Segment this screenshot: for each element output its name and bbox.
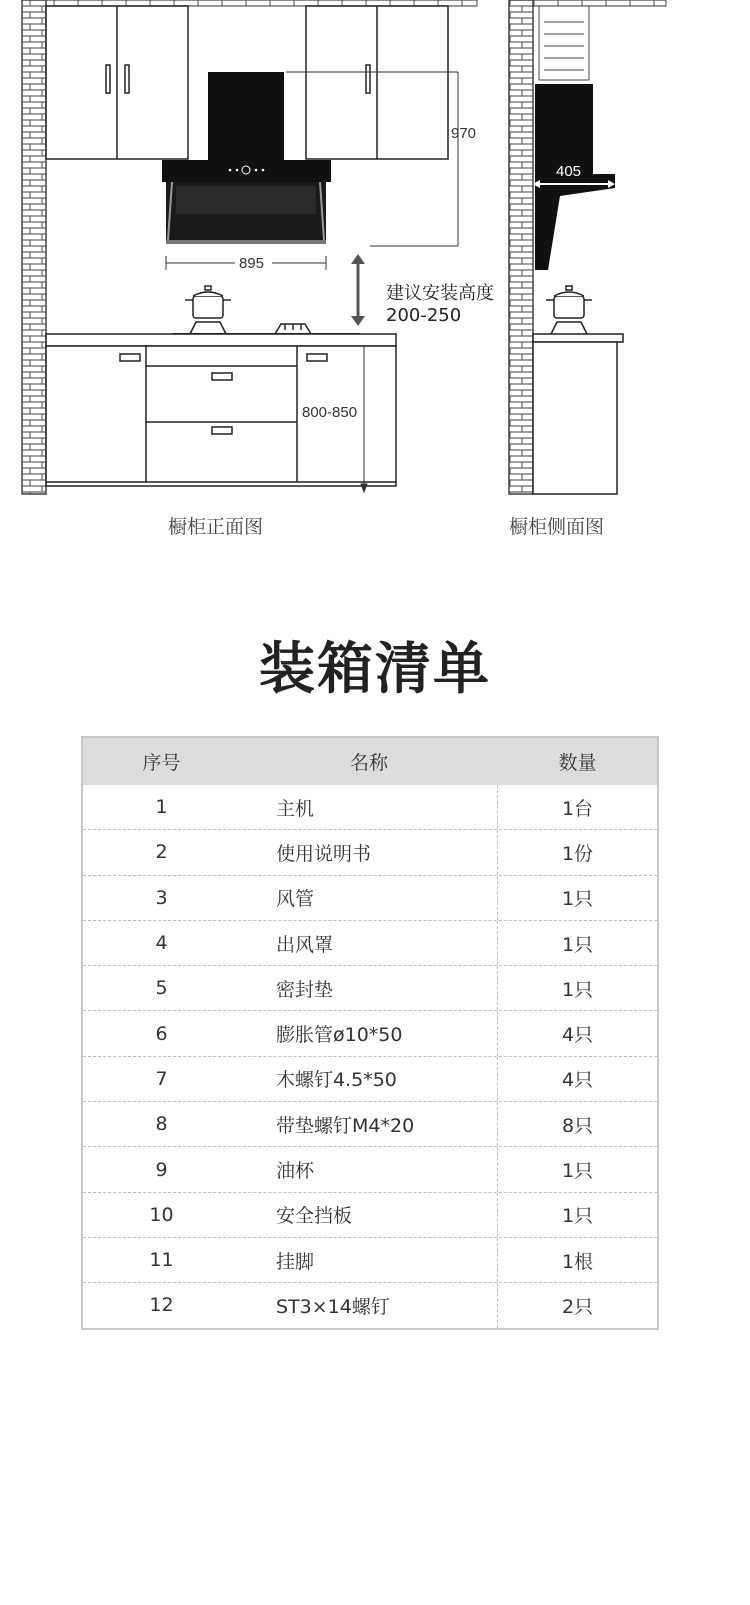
packing-list-title: 装箱清单 (259, 637, 491, 702)
table-row (83, 829, 657, 874)
front-view (22, 0, 494, 494)
cell-number: 5 (155, 977, 168, 1000)
cell-quantity: 1只 (561, 888, 594, 911)
cell-name: 挂脚 (240, 1238, 498, 1282)
gas-burner-icon (275, 324, 311, 334)
cell-number: 11 (149, 1249, 174, 1272)
table-row (83, 1192, 657, 1237)
cell-name: 膨胀管ø10*50 (240, 1011, 498, 1055)
install-height-value: 200-250 (386, 305, 462, 326)
cell-number: 12 (149, 1294, 174, 1317)
cell-number: 6 (155, 1022, 168, 1045)
cell-name: 主机 (240, 785, 498, 829)
cell-quantity: 1只 (561, 933, 594, 956)
dimension-width-label: 895 (239, 255, 265, 272)
cell-number: 8 (155, 1113, 168, 1136)
table-header (83, 738, 657, 785)
cell-name: ST3×14螺钉 (240, 1283, 498, 1327)
upper-cabinet-left (46, 6, 188, 159)
cell-quantity: 2只 (561, 1295, 594, 1318)
caption-front-view: 橱柜正面图 (168, 516, 264, 538)
table-row (83, 1010, 657, 1055)
table-row (83, 785, 657, 829)
cell-name: 使用说明书 (240, 830, 498, 874)
brick-wall-front (22, 0, 46, 494)
cell-quantity: 1台 (561, 797, 594, 820)
table-row (83, 965, 657, 1010)
cell-number: 9 (155, 1158, 168, 1181)
cell-name: 密封垫 (240, 966, 498, 1010)
packing-list-table (81, 736, 659, 1330)
upper-cabinet-right (306, 6, 448, 159)
table-row (83, 1056, 657, 1101)
cabinet-installation-diagram (0, 0, 750, 500)
cell-number: 7 (155, 1067, 168, 1090)
install-height-arrow (351, 254, 365, 326)
dimension-depth-label: 405 (556, 163, 582, 180)
caption-side-view: 橱柜侧面图 (509, 516, 605, 538)
cell-name: 安全挡板 (240, 1193, 498, 1237)
brick-wall-side (509, 0, 533, 494)
cell-quantity: 1根 (561, 1250, 594, 1273)
ceiling (22, 0, 477, 6)
counter-height-label: 800-850 (302, 404, 358, 421)
cell-quantity: 1只 (561, 978, 594, 1001)
cooking-pot-icon (185, 286, 231, 334)
side-base-cabinet (533, 334, 623, 494)
cell-number: 4 (155, 932, 168, 955)
cell-number: 1 (155, 796, 168, 819)
cell-name: 出风罩 (240, 921, 498, 965)
install-height-note: 建议安装高度 (386, 283, 494, 304)
cell-number: 10 (149, 1203, 174, 1226)
table-row (83, 920, 657, 965)
table-row (83, 1101, 657, 1146)
cell-name: 木螺钉4.5*50 (240, 1057, 498, 1101)
cell-quantity: 4只 (561, 1024, 594, 1047)
cell-name: 带垫螺钉M4*20 (240, 1102, 498, 1146)
dimension-height-label: 970 (451, 125, 477, 142)
cell-name: 风管 (240, 876, 498, 920)
cell-quantity: 4只 (561, 1069, 594, 1092)
header-number: 序号 (142, 752, 181, 774)
table-row (83, 1146, 657, 1191)
cell-quantity: 1只 (561, 1160, 594, 1183)
cell-quantity: 1只 (561, 1205, 594, 1228)
cell-number: 3 (155, 886, 168, 909)
table-row (83, 1282, 657, 1327)
header-quantity: 数量 (558, 752, 597, 774)
cell-quantity: 1份 (561, 842, 594, 865)
header-name: 名称 (349, 752, 388, 774)
cell-name: 油杯 (240, 1147, 498, 1191)
side-upper-cabinet (539, 6, 589, 80)
cell-number: 2 (155, 841, 168, 864)
cell-quantity: 8只 (561, 1114, 594, 1137)
table-body (83, 785, 657, 1328)
side-view (509, 0, 666, 494)
table-row (83, 1237, 657, 1282)
table-row (83, 875, 657, 920)
side-pot-icon (546, 286, 592, 334)
